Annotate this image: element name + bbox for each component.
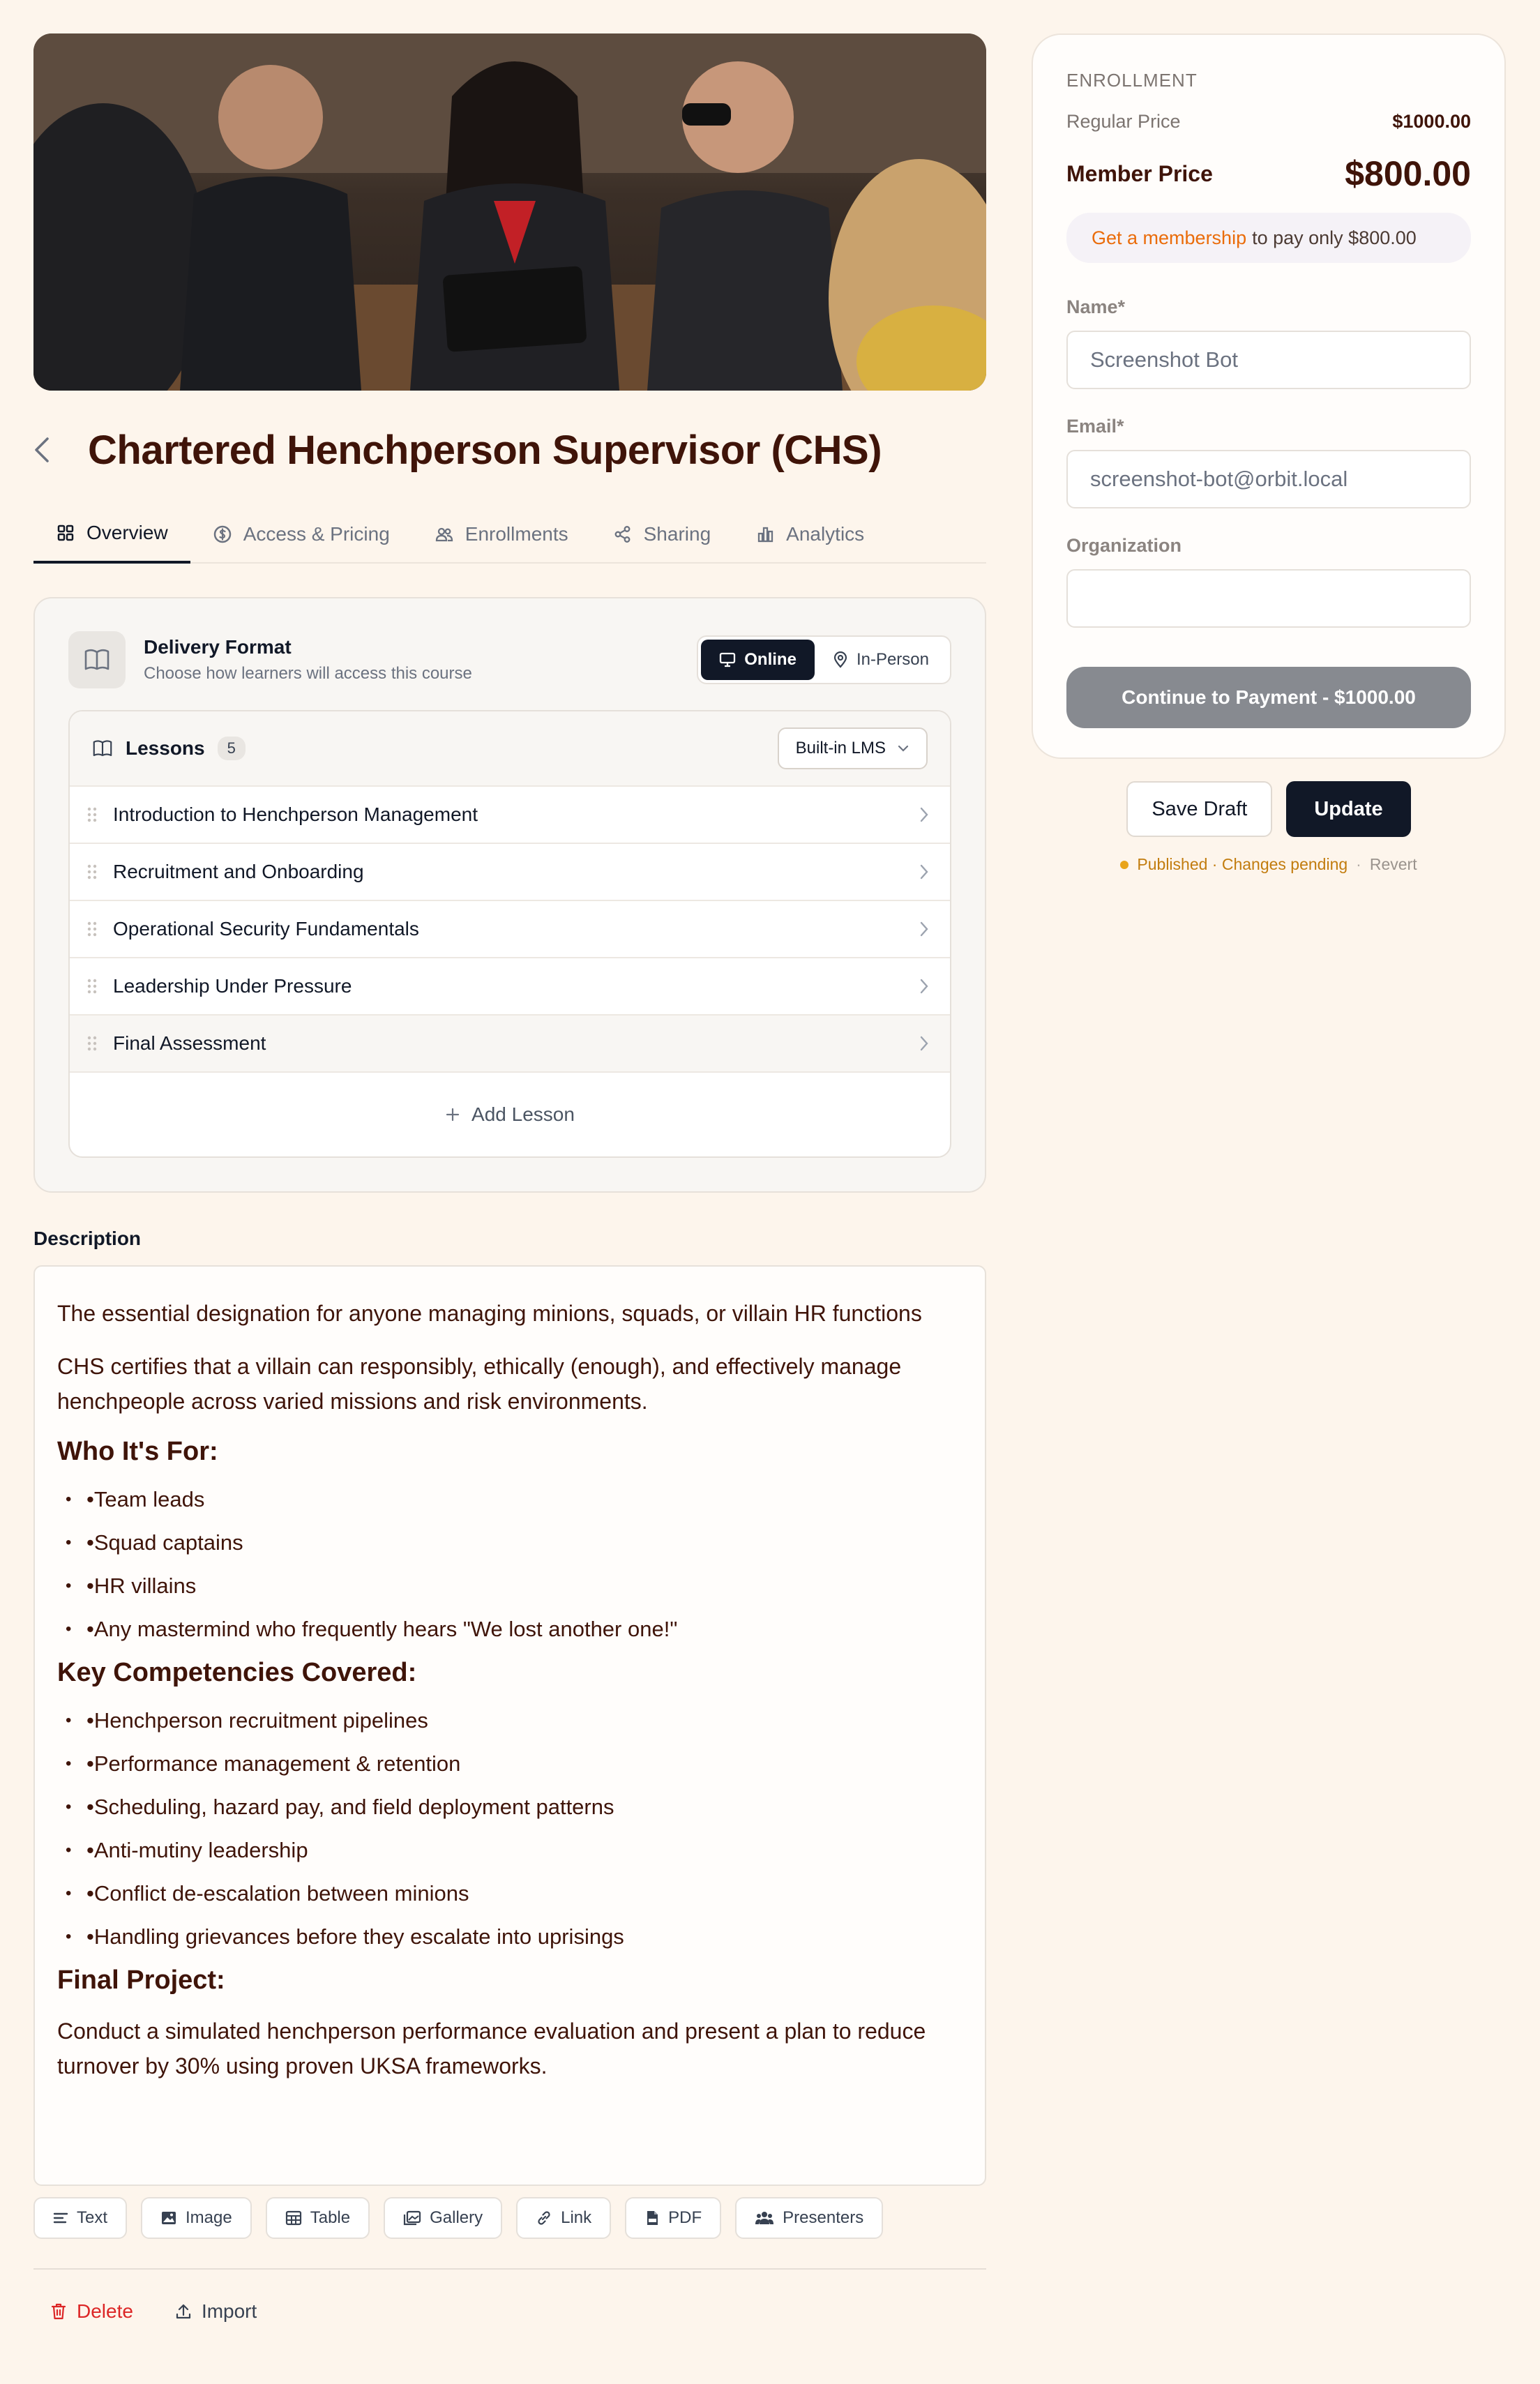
lms-select[interactable] [778, 727, 928, 769]
tool-label: Table [310, 2208, 351, 2227]
tool-label: Text [77, 2208, 108, 2227]
list-item: • •Anti-mutiny leadership [57, 1836, 962, 1865]
continue-to-payment-button[interactable]: Continue to Payment - $1000.00 [1066, 667, 1471, 728]
chevron-down-icon [897, 744, 909, 753]
add-gallery-button[interactable] [384, 2197, 502, 2239]
email-label: Email* [1066, 416, 1124, 437]
competencies-list [57, 1706, 962, 1952]
enrollment-card [1032, 33, 1506, 759]
who-heading: Who It's For: [57, 1437, 218, 1466]
save-draft-button[interactable]: Save Draft [1126, 781, 1272, 837]
lesson-title: Recruitment and Onboarding [113, 861, 364, 882]
table-icon [285, 2210, 302, 2226]
chevron-right-icon [919, 921, 929, 937]
add-lesson-button[interactable] [70, 1073, 950, 1156]
status-dot-icon [1120, 861, 1128, 869]
lesson-row[interactable] [70, 1016, 950, 1073]
tab-enrollments[interactable] [412, 505, 591, 564]
tool-label: PDF [668, 2208, 702, 2227]
tool-label: Presenters [783, 2208, 864, 2227]
lesson-title: Introduction to Henchperson Management [113, 804, 478, 825]
presenters-icon [755, 2210, 774, 2226]
dollar-circle-icon [213, 525, 232, 544]
add-presenters-button[interactable] [735, 2197, 883, 2239]
book-icon-box [68, 631, 126, 688]
description-label: Description [33, 1228, 142, 1249]
add-text-button[interactable] [33, 2197, 127, 2239]
list-item: • •HR villains [57, 1571, 962, 1601]
image-icon [160, 2210, 177, 2226]
description-editor[interactable] [33, 1265, 986, 2186]
lesson-title: Final Assessment [113, 1032, 266, 1054]
lesson-title: Operational Security Fundamentals [113, 918, 419, 940]
chevron-left-icon [33, 436, 50, 464]
drag-handle-icon[interactable] [85, 977, 99, 995]
list-item: • •Squad captains [57, 1528, 962, 1557]
competencies-heading: Key Competencies Covered: [57, 1658, 417, 1687]
lessons-panel [68, 710, 951, 1158]
status-text: Published · Changes pending [1137, 855, 1348, 873]
gallery-icon [403, 2210, 421, 2226]
member-price-row [1066, 149, 1471, 199]
delivery-format-title: Delivery Format [144, 636, 292, 658]
who-list [57, 1485, 962, 1644]
tab-access-pricing[interactable] [190, 505, 412, 564]
organization-field[interactable] [1066, 569, 1471, 628]
delivery-format-subtitle: Choose how learners will access this course [144, 664, 472, 683]
in-person-label: In-Person [856, 650, 929, 669]
import-label: Import [201, 2300, 257, 2322]
divider [33, 2268, 986, 2270]
online-option[interactable] [701, 640, 815, 680]
lesson-title: Leadership Under Pressure [113, 975, 352, 997]
grid-icon [56, 523, 75, 543]
drag-handle-icon[interactable] [85, 1034, 99, 1053]
trash-icon [50, 2302, 67, 2321]
name-label: Name* [1066, 296, 1126, 317]
add-link-button[interactable] [516, 2197, 611, 2239]
chevron-right-icon [919, 863, 929, 880]
list-item: • •Any mastermind who frequently hears "We lost another one!" [57, 1615, 962, 1644]
chevron-right-icon [919, 978, 929, 995]
list-item: • •Henchperson recruitment pipelines [57, 1706, 962, 1735]
status-separator: · [1356, 855, 1361, 873]
tool-label: Image [186, 2208, 232, 2227]
delete-label: Delete [77, 2300, 133, 2322]
membership-banner [1066, 213, 1471, 263]
description-paragraph: CHS certifies that a villain can responsibly, ethically (enough), and effectively manage henchpeople across varied missions and risk environments. [57, 1354, 902, 1414]
share-icon [613, 525, 633, 544]
regular-price-row [1066, 108, 1471, 135]
tab-label: Enrollments [465, 523, 568, 545]
book-open-icon [84, 648, 110, 672]
drag-handle-icon[interactable] [85, 920, 99, 938]
final-project-heading: Final Project: [57, 1966, 225, 1995]
users-icon [435, 525, 454, 544]
main-column [33, 33, 986, 2323]
list-item: • •Team leads [57, 1485, 962, 1514]
online-label: Online [744, 650, 797, 669]
back-button[interactable] [33, 429, 61, 471]
lessons-label: Lessons [126, 737, 205, 759]
import-button[interactable] [175, 2300, 257, 2323]
organization-label: Organization [1066, 535, 1182, 556]
enrollment-heading: ENROLLMENT [1066, 70, 1198, 91]
tool-label: Gallery [430, 2208, 483, 2227]
tab-label: Analytics [786, 523, 865, 545]
course-content-card [33, 597, 986, 1193]
revert-link[interactable]: Revert [1369, 855, 1417, 873]
list-item: • •Performance management & retention [57, 1749, 962, 1779]
publish-actions [1032, 781, 1506, 837]
tool-label: Link [561, 2208, 592, 2227]
lesson-row[interactable] [70, 787, 950, 844]
bar-chart-icon [755, 525, 775, 544]
tab-overview[interactable] [33, 505, 190, 564]
delete-button[interactable] [50, 2300, 133, 2323]
member-price-value: $800.00 [1345, 154, 1471, 193]
lesson-row[interactable] [70, 901, 950, 958]
lesson-row[interactable] [70, 958, 950, 1016]
regular-price-label: Regular Price [1066, 110, 1181, 132]
publish-status [1032, 855, 1506, 874]
upload-icon [175, 2302, 192, 2321]
course-hero-image [33, 33, 986, 391]
add-table-button[interactable] [266, 2197, 370, 2239]
pdf-file-icon [644, 2210, 660, 2226]
add-pdf-button[interactable] [625, 2197, 721, 2239]
chevron-right-icon [919, 806, 929, 823]
update-button[interactable]: Update [1286, 781, 1410, 837]
tab-label: Overview [86, 522, 168, 543]
book-open-icon [92, 739, 113, 757]
tab-analytics[interactable] [733, 505, 886, 564]
drag-handle-icon[interactable] [85, 806, 99, 824]
map-pin-icon [833, 651, 848, 668]
content-block-toolbar [33, 2197, 986, 2239]
tab-bar [33, 505, 986, 564]
lesson-row[interactable] [70, 844, 950, 901]
delivery-format-row [68, 631, 951, 689]
page-title: Chartered Henchperson Supervisor (CHS) [88, 427, 882, 473]
add-image-button[interactable] [141, 2197, 252, 2239]
membership-link[interactable]: Get a membership [1092, 227, 1247, 248]
bottom-actions [33, 2300, 986, 2323]
name-field[interactable] [1066, 331, 1471, 389]
list-item: • •Scheduling, hazard pay, and field deployment patterns [57, 1793, 962, 1822]
plus-icon [445, 1107, 460, 1122]
tab-label: Sharing [643, 523, 711, 545]
list-item: • •Handling grievances before they escalate into uprisings [57, 1922, 962, 1952]
tab-label: Access & Pricing [243, 523, 390, 545]
delivery-toggle [697, 635, 951, 684]
drag-handle-icon[interactable] [85, 863, 99, 881]
in-person-option[interactable] [815, 640, 947, 680]
member-price-label: Member Price [1066, 160, 1213, 186]
membership-text: to pay only $800.00 [1252, 227, 1417, 248]
chevron-right-icon [919, 1035, 929, 1052]
link-icon [536, 2210, 552, 2226]
add-lesson-label: Add Lesson [471, 1103, 575, 1125]
lessons-header [70, 711, 950, 787]
monitor-icon [719, 652, 736, 667]
description-intro: The essential designation for anyone managing minions, squads, or villain HR functions [57, 1301, 922, 1326]
final-project-text: Conduct a simulated henchperson performance evaluation and present a plan to reduce turnover by 30% using proven UKSA frameworks. [57, 2019, 926, 2079]
email-field[interactable] [1066, 450, 1471, 508]
lms-select-value: Built-in LMS [795, 739, 886, 757]
lesson-count-badge: 5 [218, 737, 246, 760]
tab-sharing[interactable] [591, 505, 734, 564]
sidebar-column [1032, 33, 1506, 874]
list-item: • •Conflict de-escalation between minions [57, 1879, 962, 1908]
regular-price-value: $1000.00 [1392, 110, 1471, 132]
text-align-icon [53, 2211, 68, 2225]
